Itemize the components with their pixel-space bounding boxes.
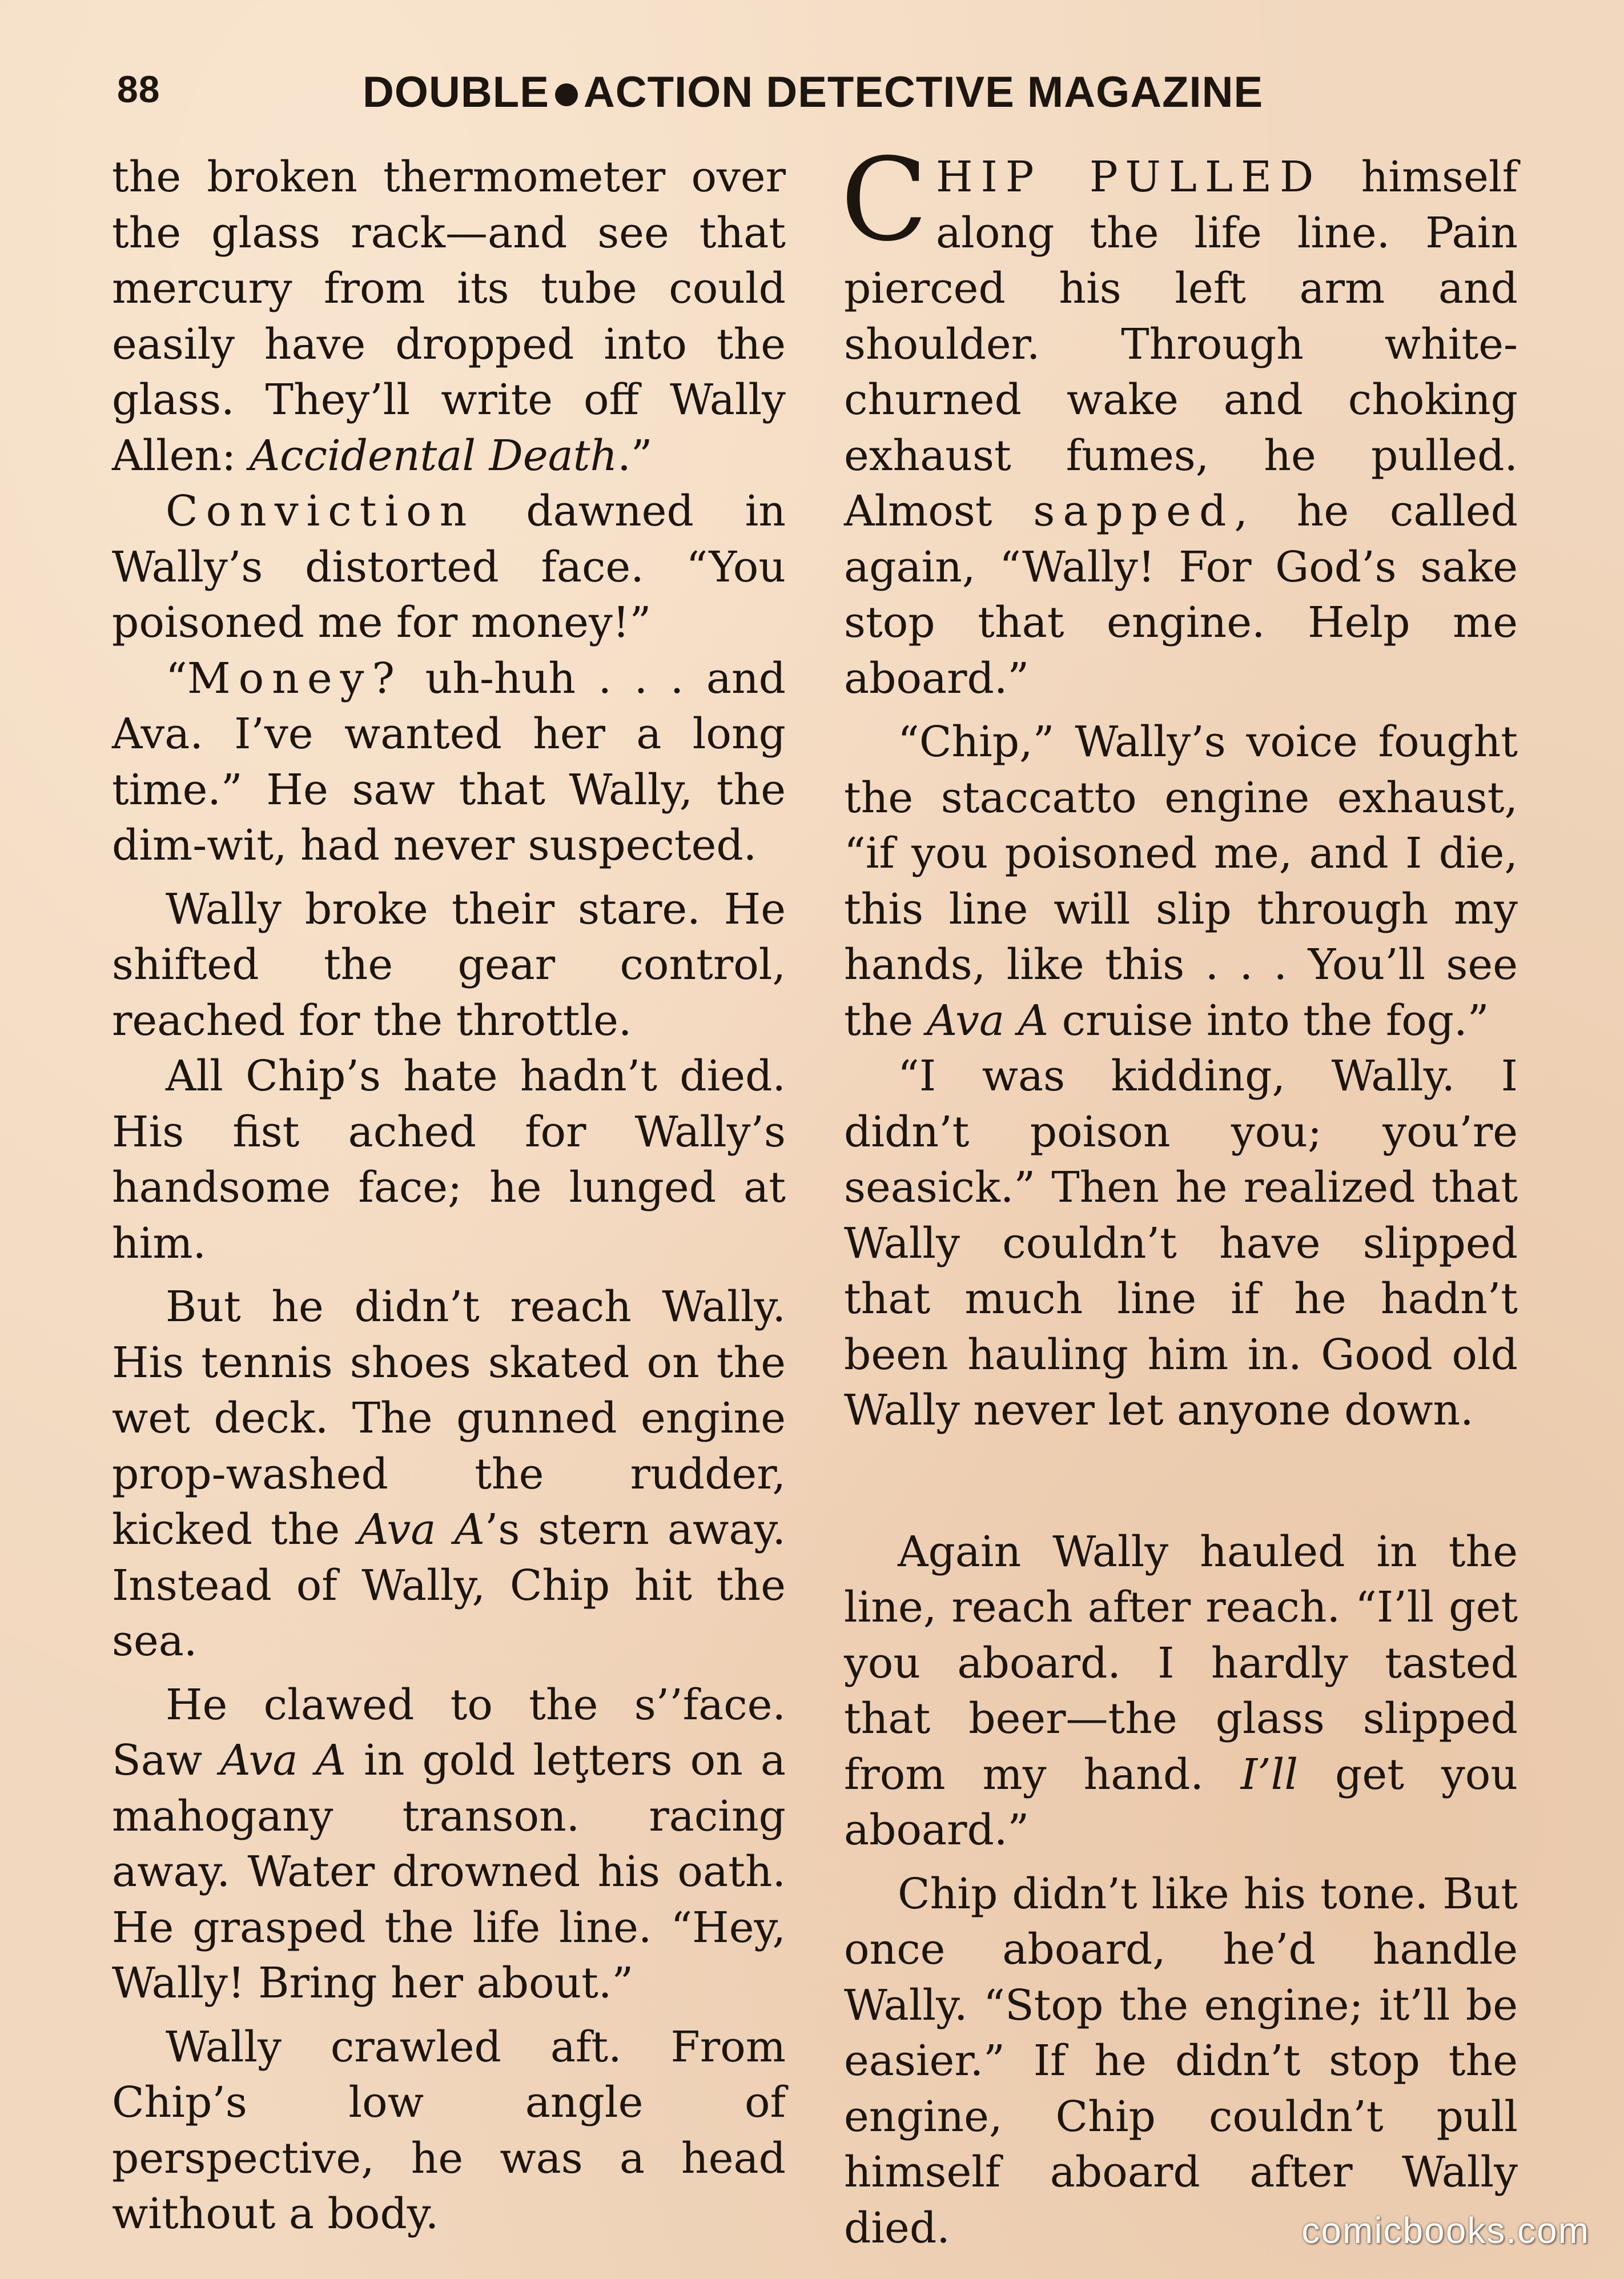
paragraph: Chip didn’t like his tone. But once aboard, he’d handle Wally. “Stop the engine; it’ll be easier.” If he didn’t stop the engine, Chip couldn’t pull himself aboard after Wally died.	[844, 1869, 1518, 2253]
paragraph-text: Again Wally hauled in the line, reach after reach. “I’ll get you aboard. I hardly tasted that beer—the glass slipped from my hand.	[844, 1527, 1518, 1799]
paragraph	[844, 715, 1518, 1049]
paragraph	[844, 1524, 1518, 1859]
left-column	[112, 150, 786, 2242]
paragraph: Wally crawled aft. From Chip’s low angle of perspective, he was a head without a body.	[112, 2022, 786, 2238]
paragraph-text: uh-huh . . . and Ava. I’ve wanted her a long time.” He saw that Wally, the dim-wit, had never suspected.	[112, 653, 786, 870]
paragraph	[112, 1678, 786, 2012]
spaced-text: Money?	[187, 653, 403, 703]
paragraph-text: himself along the life line. Pain pierced his left arm and shoulder. Through white-churned wake and choking exhaust fumes, he pulled. Almost	[844, 153, 1518, 536]
spaced-text: sapped,	[1033, 487, 1256, 536]
italic-text: Accidental Death	[249, 431, 618, 480]
paragraph	[112, 484, 786, 651]
italic-text: Ava A	[220, 1736, 347, 1785]
paragraph-text: He clawed to the s’’face. Saw	[112, 1680, 786, 1785]
paragraph: All Chip’s hate hadn’t died. His fist ached for Wally’s handsome face; he lunged at him.	[112, 1052, 786, 1268]
paragraph-text: ’s stern away. Instead of Wally, Chip hit the sea.	[112, 1505, 786, 1666]
page-header	[117, 67, 1488, 130]
bullet-icon	[555, 83, 578, 106]
drop-cap: C	[841, 134, 928, 267]
page-number: 88	[117, 68, 160, 110]
paragraph-text: “	[166, 653, 187, 703]
spaced-text: HIP PULLED	[936, 153, 1322, 202]
paragraph-text: get you aboard.”	[844, 1750, 1518, 1855]
paragraph-text: .”	[617, 431, 653, 480]
paragraph-text: But he didn’t reach Wally. His tennis shoes skated on the wet deck. The gunned engine prop-washed the rudder, kicked the	[112, 1282, 786, 1554]
paragraph-text: the broken thermometer over the glass rack—and see that mercury from its tube could easily have dropped into the glass. They’ll write off Wally Allen:	[112, 153, 786, 480]
italic-text: Ava A	[926, 996, 1049, 1045]
paragraph-text: he called again, “Wally! For God’s sake stop that engine. Help me aboard.”	[844, 487, 1518, 703]
paragraph-text: in gold leţters on a mahogany transon. racing away. Water drowned his oath. He grasped the life line. “Hey, Wally! Bring her about.”	[112, 1736, 786, 2008]
running-title-left: DOUBLE	[363, 68, 549, 117]
spaced-text: Conviction	[166, 487, 475, 536]
paragraph	[112, 150, 786, 484]
paragraph	[112, 1279, 786, 1670]
paragraph-text: “Chip,” Wally’s voice fought the staccatto engine exhaust, “if you poisoned me, and I die, this line will slip through my hands, like this . . . You’ll see the	[844, 717, 1518, 1045]
italic-text: I’ll	[1240, 1750, 1298, 1799]
italic-text: Ava A	[358, 1505, 485, 1554]
paragraph	[112, 651, 786, 874]
running-title-right: ACTION DETECTIVE MAGAZINE	[583, 68, 1264, 117]
paragraph-text: dawned in Wally’s distorted face. “You poisoned me for money!”	[112, 487, 786, 647]
running-title	[363, 67, 1263, 117]
right-column	[841, 134, 1518, 2256]
paragraph-text: cruise into the fog.”	[1048, 996, 1489, 1045]
paragraph: Wally broke their stare. He shifted the gear control, reached for the throttle.	[112, 884, 786, 1045]
paragraph: “I was kidding, Wally. I didn’t poison you; you’re seasick.” Then he realized that Wally couldn’t have slipped that much line if he hadn’t been hauling him in. Good old Wally never let anyone down.	[844, 1052, 1518, 1435]
paragraph	[841, 134, 1518, 707]
site-watermark: comicbooks.com	[1301, 2210, 1590, 2251]
